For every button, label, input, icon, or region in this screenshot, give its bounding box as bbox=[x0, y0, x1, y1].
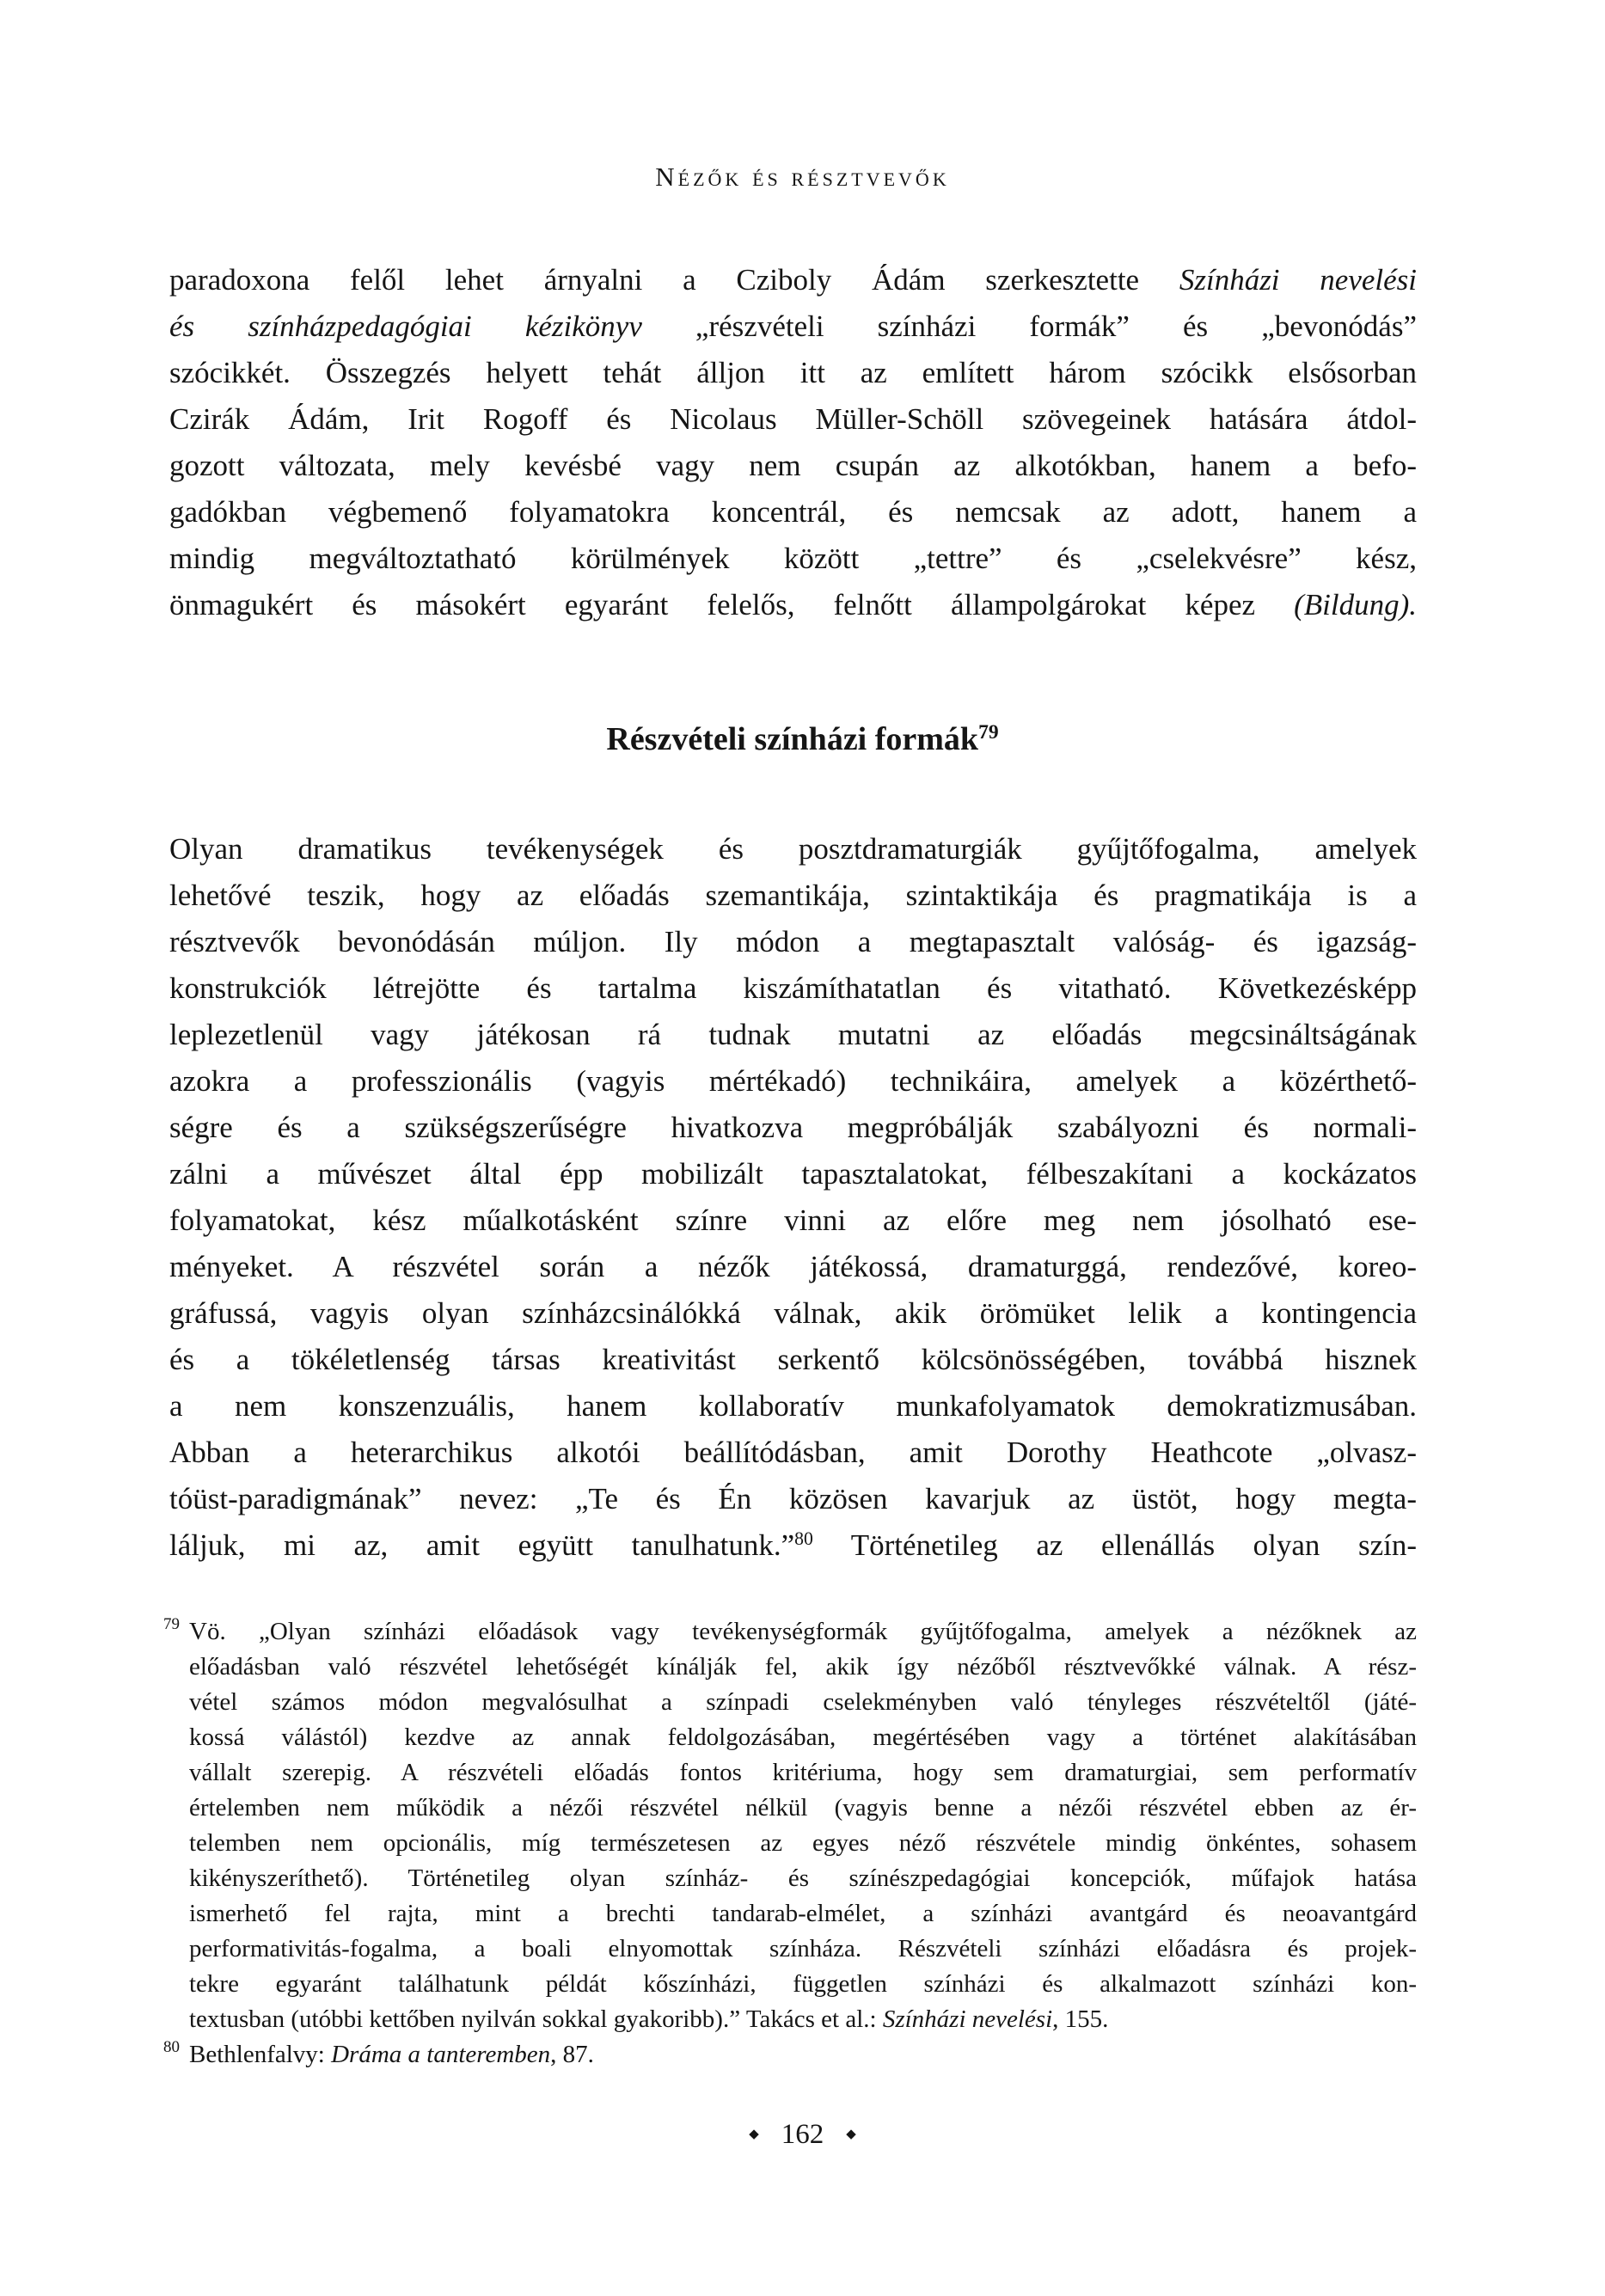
text-line bbox=[169, 1105, 1417, 1151]
text-segment: leplezetlenül vagy játékosan rá tudnak mutatni az előadás megcsináltságának bbox=[169, 1018, 1417, 1051]
text-line bbox=[169, 257, 1417, 303]
text-line bbox=[169, 489, 1417, 536]
text-line bbox=[169, 443, 1417, 489]
footnote-text bbox=[189, 2037, 1417, 2073]
text-segment: és a tökéletlenség társas kreativitást serkentő kölcsönösségében, továbbá hisznek bbox=[169, 1343, 1417, 1376]
text-segment: Olyan dramatikus tevékenységek és posztdramaturgiák gyűjtőfogalma, amelyek bbox=[169, 832, 1417, 866]
text-segment: mindig megváltoztatható körülmények között „tettre” és „cselekvésre” kész, bbox=[169, 542, 1417, 575]
text-line bbox=[189, 1861, 1417, 1896]
text-line bbox=[169, 872, 1417, 919]
text-segment: önmagukért és másokért egyaránt felelős, felnőtt állampolgárokat képez bbox=[169, 588, 1295, 621]
text-line bbox=[169, 396, 1417, 443]
text-segment: performativitás-fogalma, a boali elnyomottak színháza. Részvételi színházi előadásra és projek- bbox=[189, 1935, 1417, 1962]
text-segment: kikényszeríthető). Történetileg olyan színház- és színészpedagógiai koncepciók, műfajok hatása bbox=[189, 1864, 1417, 1892]
superscript-reference: 80 bbox=[794, 1528, 813, 1550]
text-line bbox=[189, 2037, 1417, 2073]
text-segment: , 87. bbox=[550, 2041, 594, 2068]
text-segment: Színházi nevelési bbox=[1179, 263, 1417, 297]
text-line bbox=[189, 1650, 1417, 1685]
text-segment: folyamatokat, kész műalkotásként színre vinni az előre meg nem jósolható ese- bbox=[169, 1203, 1417, 1237]
footnote-79 bbox=[163, 1614, 1417, 2037]
text-segment: Vö. „Olyan színházi előadások vagy tevékenységformák gyűjtőfogalma, amelyek a nézőknek az bbox=[189, 1618, 1417, 1645]
text-segment: tóüst-paradigmának” nevez: „Te és Én közösen kavarjuk az üstöt, hogy megta- bbox=[169, 1482, 1417, 1515]
text-line bbox=[169, 919, 1417, 965]
text-segment: paradoxona felől lehet árnyalni a Cziboly Ádám szerkesztette bbox=[169, 263, 1179, 297]
page-footer bbox=[0, 2117, 1605, 2152]
text-line bbox=[169, 582, 1417, 628]
text-segment: láljuk, mi az, amit együtt tanulhatunk.” bbox=[169, 1528, 795, 1562]
text-line bbox=[189, 1932, 1417, 1967]
text-segment: Történetileg az ellenállás olyan szín- bbox=[812, 1528, 1417, 1562]
footnote-80 bbox=[163, 2037, 1417, 2073]
text-line bbox=[169, 1012, 1417, 1058]
text-segment: Abban a heterarchikus alkotói beállítódásban, amit Dorothy Heathcote „olvasz- bbox=[169, 1436, 1417, 1469]
text-line bbox=[169, 1383, 1417, 1430]
text-line bbox=[169, 1151, 1417, 1197]
text-segment: és színházpedagógiai kézikönyv bbox=[169, 309, 642, 343]
superscript-reference: 79 bbox=[978, 721, 999, 744]
text-line bbox=[189, 1896, 1417, 1932]
intro-paragraph bbox=[169, 257, 1417, 628]
text-segment: lehetővé teszik, hogy az előadás szemantikája, szintaktikája és pragmatikája is a bbox=[169, 879, 1417, 912]
footnotes-block bbox=[163, 1614, 1417, 2073]
text-segment: ségre és a szükségszerűségre hivatkozva megpróbálják szabályozni és normali- bbox=[169, 1111, 1417, 1144]
text-line bbox=[169, 1337, 1417, 1383]
footnote-marker: 80 bbox=[163, 2038, 180, 2056]
text-line bbox=[189, 1614, 1417, 1650]
text-line bbox=[189, 1685, 1417, 1720]
diamond-ornament-icon: ◆ bbox=[846, 2127, 856, 2141]
footnote-marker: 79 bbox=[163, 1615, 180, 1633]
text-segment: vállalt szerepig. A részvételi előadás fontos kritériuma, hogy sem dramaturgiai, sem performatív bbox=[189, 1759, 1417, 1786]
text-line bbox=[169, 303, 1417, 350]
text-line bbox=[169, 1058, 1417, 1105]
text-segment: gráfussá, vagyis olyan színházcsinálókká válnak, akik örömüket lelik a kontingencia bbox=[169, 1296, 1417, 1330]
text-line bbox=[189, 1826, 1417, 1861]
text-segment: Részvételi színházi formák bbox=[606, 721, 979, 757]
text-line bbox=[189, 2002, 1417, 2037]
text-segment: Czirák Ádám, Irit Rogoff és Nicolaus Müller-Schöll szövegeinek hatására átdol- bbox=[169, 402, 1417, 436]
text-segment: azokra a professzionális (vagyis mértékadó) technikáira, amelyek a közérthető- bbox=[169, 1064, 1417, 1098]
text-segment: gozott változata, mely kevésbé vagy nem csupán az alkotókban, hanem a befo- bbox=[169, 449, 1417, 482]
text-segment: textusban (utóbbi kettőben nyilván sokkal gyakoribb).” Takács et al.: bbox=[189, 2005, 883, 2033]
text-line bbox=[189, 1755, 1417, 1791]
running-header: Nézők és résztvevők bbox=[655, 162, 950, 192]
text-segment: zálni a művészet által épp mobilizált tapasztalatokat, félbeszakítani a kockázatos bbox=[169, 1157, 1417, 1191]
text-segment: értelemben nem működik a nézői részvétel nélkül (vagyis benne a nézői részvétel ebben az ér- bbox=[189, 1794, 1417, 1821]
text-line bbox=[169, 1476, 1417, 1522]
text-segment: ményeket. A részvétel során a nézők játékossá, dramaturggá, rendezővé, koreo- bbox=[169, 1250, 1417, 1283]
text-segment: Bethlenfalvy: bbox=[189, 2041, 332, 2068]
text-segment: Dráma a tanteremben bbox=[331, 2041, 551, 2068]
body-paragraph bbox=[169, 826, 1417, 1569]
text-line bbox=[169, 1244, 1417, 1290]
footnote-text bbox=[189, 1614, 1417, 2037]
text-line bbox=[169, 1197, 1417, 1244]
text-segment: „részvételi színházi formák” és „bevonódás” bbox=[641, 309, 1417, 343]
text-line bbox=[169, 536, 1417, 582]
text-line bbox=[169, 826, 1417, 872]
text-line bbox=[169, 1522, 1417, 1569]
text-line bbox=[189, 1720, 1417, 1755]
text-segment: Színházi nevelési bbox=[882, 2005, 1053, 2033]
text-segment: előadásban való részvétel lehetőségét kínálják fel, akik így nézőből résztvevőkké válnak. A rész- bbox=[189, 1653, 1417, 1681]
text-segment: konstrukciók létrejötte és tartalma kiszámíthatatlan és vitatható. Következésképp bbox=[169, 971, 1417, 1005]
text-line bbox=[169, 1290, 1417, 1337]
text-segment: , 155. bbox=[1052, 2005, 1109, 2033]
text-segment: (Bildung). bbox=[1294, 588, 1417, 621]
text-line bbox=[169, 350, 1417, 396]
page-number: 162 bbox=[781, 2119, 824, 2150]
text-segment: ismerhető fel rajta, mint a brechti tandarab-elmélet, a színházi avantgárd és neoavantgárd bbox=[189, 1900, 1417, 1927]
text-line bbox=[189, 1967, 1417, 2002]
text-segment: kossá válástól) kezdve az annak feldolgozásában, megértésében vagy a történet alakításában bbox=[189, 1724, 1417, 1751]
text-line bbox=[169, 1430, 1417, 1476]
text-segment: gadókban végbemenő folyamatokra koncentrál, és nemcsak az adott, hanem a bbox=[169, 495, 1417, 529]
text-line bbox=[169, 965, 1417, 1012]
text-segment: tekre egyaránt találhatunk példát kőszínházi, független színházi és alkalmazott színházi kon- bbox=[189, 1970, 1417, 1998]
text-segment: telemben nem opcionális, míg természetesen az egyes néző részvétele mindig önkéntes, sohasem bbox=[189, 1829, 1417, 1857]
section-heading bbox=[0, 719, 1605, 760]
text-segment: vétel számos módon megvalósulhat a színpadi cselekményben való tényleges részvételtől (játé- bbox=[189, 1688, 1417, 1716]
text-line bbox=[189, 1791, 1417, 1826]
text-segment: a nem konszenzuális, hanem kollaboratív munkafolyamatok demokratizmusában. bbox=[169, 1389, 1417, 1423]
diamond-ornament-icon: ◆ bbox=[749, 2127, 759, 2141]
text-segment: résztvevők bevonódásán múljon. Ily módon a megtapasztalt valóság- és igazság- bbox=[169, 925, 1417, 958]
text-segment: szócikkét. Összegzés helyett tehát álljon itt az említett három szócikk elsősorban bbox=[169, 356, 1417, 389]
